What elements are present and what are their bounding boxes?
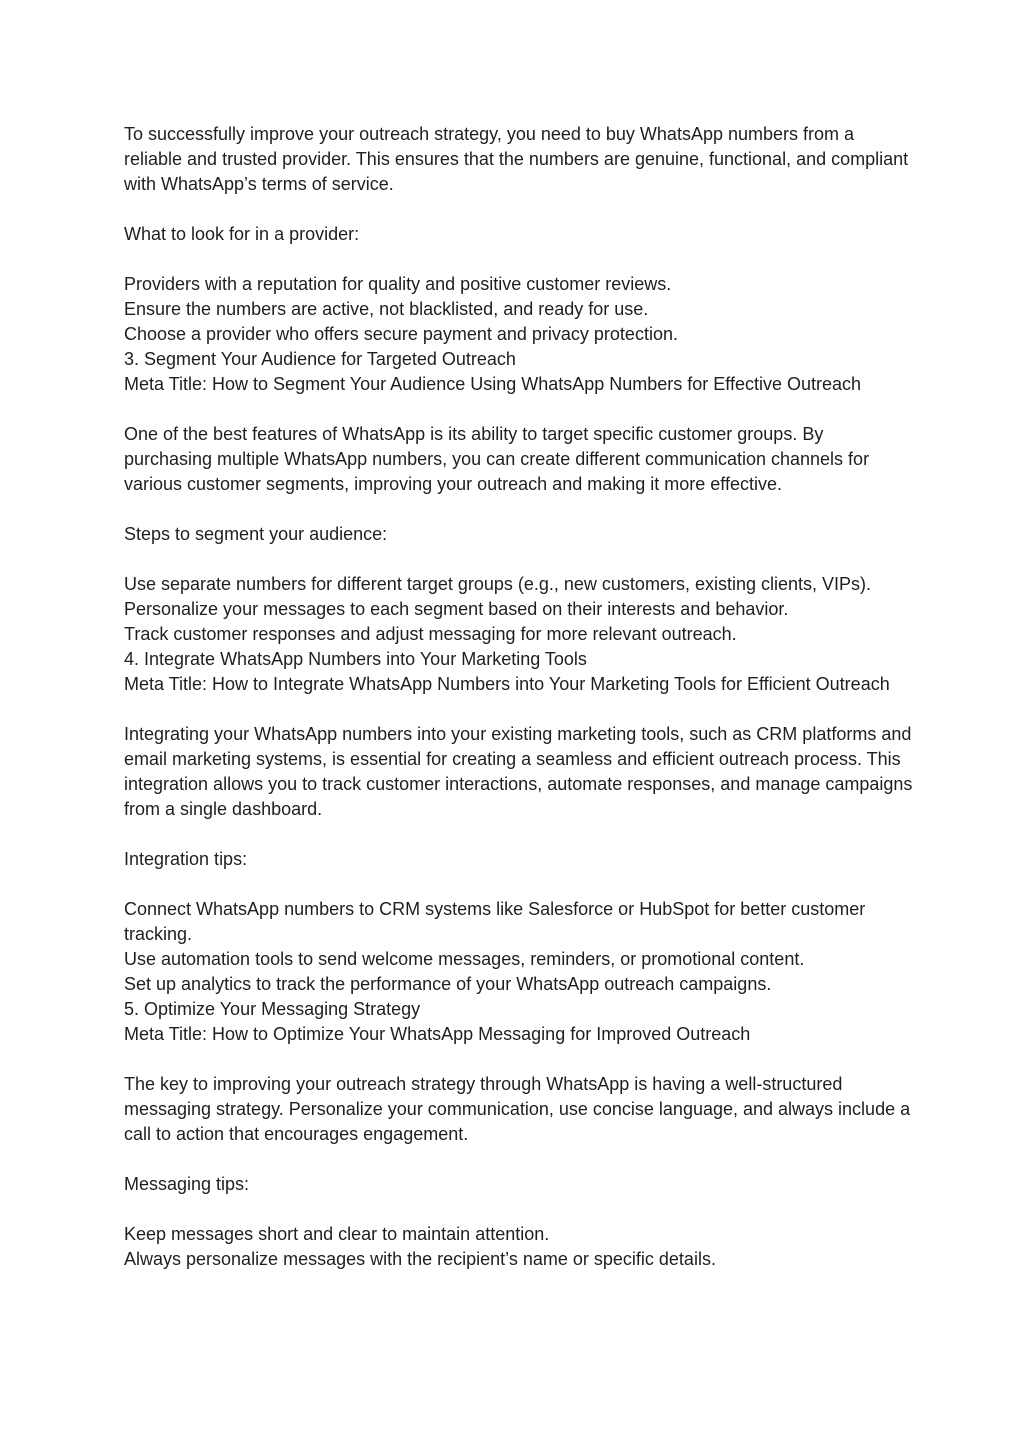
paragraph-spacer [124, 197, 914, 222]
text-line: Providers with a reputation for quality and positive customer reviews. [124, 274, 672, 294]
paragraph: To successfully improve your outreach strategy, you need to buy WhatsApp numbers from a reliable and trusted provider. This ensures that the numbers are genuine, functional, and compliant with WhatsApp’s terms of service. [124, 124, 909, 194]
text-line: Use automation tools to send welcome messages, reminders, or promotional content. [124, 949, 805, 969]
paragraph: Integration tips: [124, 849, 248, 869]
text-line: 4. Integrate WhatsApp Numbers into Your Marketing Tools [124, 649, 587, 669]
paragraph: The key to improving your outreach strategy through WhatsApp is having a well-structured messaging strategy. Personalize your communication, use concise language, and always include a call to action that encourages engagement. [124, 1074, 911, 1144]
text-line: Connect WhatsApp numbers to CRM systems like Salesforce or HubSpot for better customer tracking. [124, 899, 866, 944]
paragraph: One of the best features of WhatsApp is its ability to target specific customer groups. By purchasing multiple WhatsApp numbers, you can create different communication channels for various customer segments, improving your outreach and making it more effective. [124, 424, 870, 494]
paragraph-spacer [124, 872, 914, 897]
text-line: Personalize your messages to each segment based on their interests and behavior. [124, 599, 789, 619]
text-line: Track customer responses and adjust messaging for more relevant outreach. [124, 624, 737, 644]
text-line: Use separate numbers for different target groups (e.g., new customers, existing clients, VIPs). [124, 574, 872, 594]
paragraph-spacer [124, 397, 914, 422]
document-body [124, 122, 914, 1272]
paragraph-spacer [124, 547, 914, 572]
text-line: Choose a provider who offers secure payment and privacy protection. [124, 324, 678, 344]
paragraph-spacer [124, 1047, 914, 1072]
text-line: Keep messages short and clear to maintain attention. [124, 1224, 550, 1244]
text-line: Set up analytics to track the performance of your WhatsApp outreach campaigns. [124, 974, 772, 994]
text-line: Meta Title: How to Optimize Your WhatsApp Messaging for Improved Outreach [124, 1024, 751, 1044]
text-line: Ensure the numbers are active, not blacklisted, and ready for use. [124, 299, 649, 319]
text-line: Always personalize messages with the recipient’s name or specific details. [124, 1249, 716, 1269]
paragraph-spacer [124, 497, 914, 522]
text-line: Meta Title: How to Integrate WhatsApp Numbers into Your Marketing Tools for Efficient Outreach [124, 674, 890, 694]
paragraph: Integrating your WhatsApp numbers into your existing marketing tools, such as CRM platforms and email marketing systems, is essential for creating a seamless and efficient outreach process. This integration allows you to track customer interactions, automate responses, and manage campaigns from a single dashboard. [124, 724, 913, 819]
paragraph-spacer [124, 247, 914, 272]
text-line: 3. Segment Your Audience for Targeted Outreach [124, 349, 516, 369]
text-line: 5. Optimize Your Messaging Strategy [124, 999, 421, 1019]
paragraph-spacer [124, 1197, 914, 1222]
paragraph-spacer [124, 1147, 914, 1172]
text-line: Meta Title: How to Segment Your Audience Using WhatsApp Numbers for Effective Outreach [124, 374, 862, 394]
paragraph-spacer [124, 697, 914, 722]
paragraph: Steps to segment your audience: [124, 524, 388, 544]
paragraph: Messaging tips: [124, 1174, 250, 1194]
paragraph-spacer [124, 822, 914, 847]
paragraph: What to look for in a provider: [124, 224, 360, 244]
